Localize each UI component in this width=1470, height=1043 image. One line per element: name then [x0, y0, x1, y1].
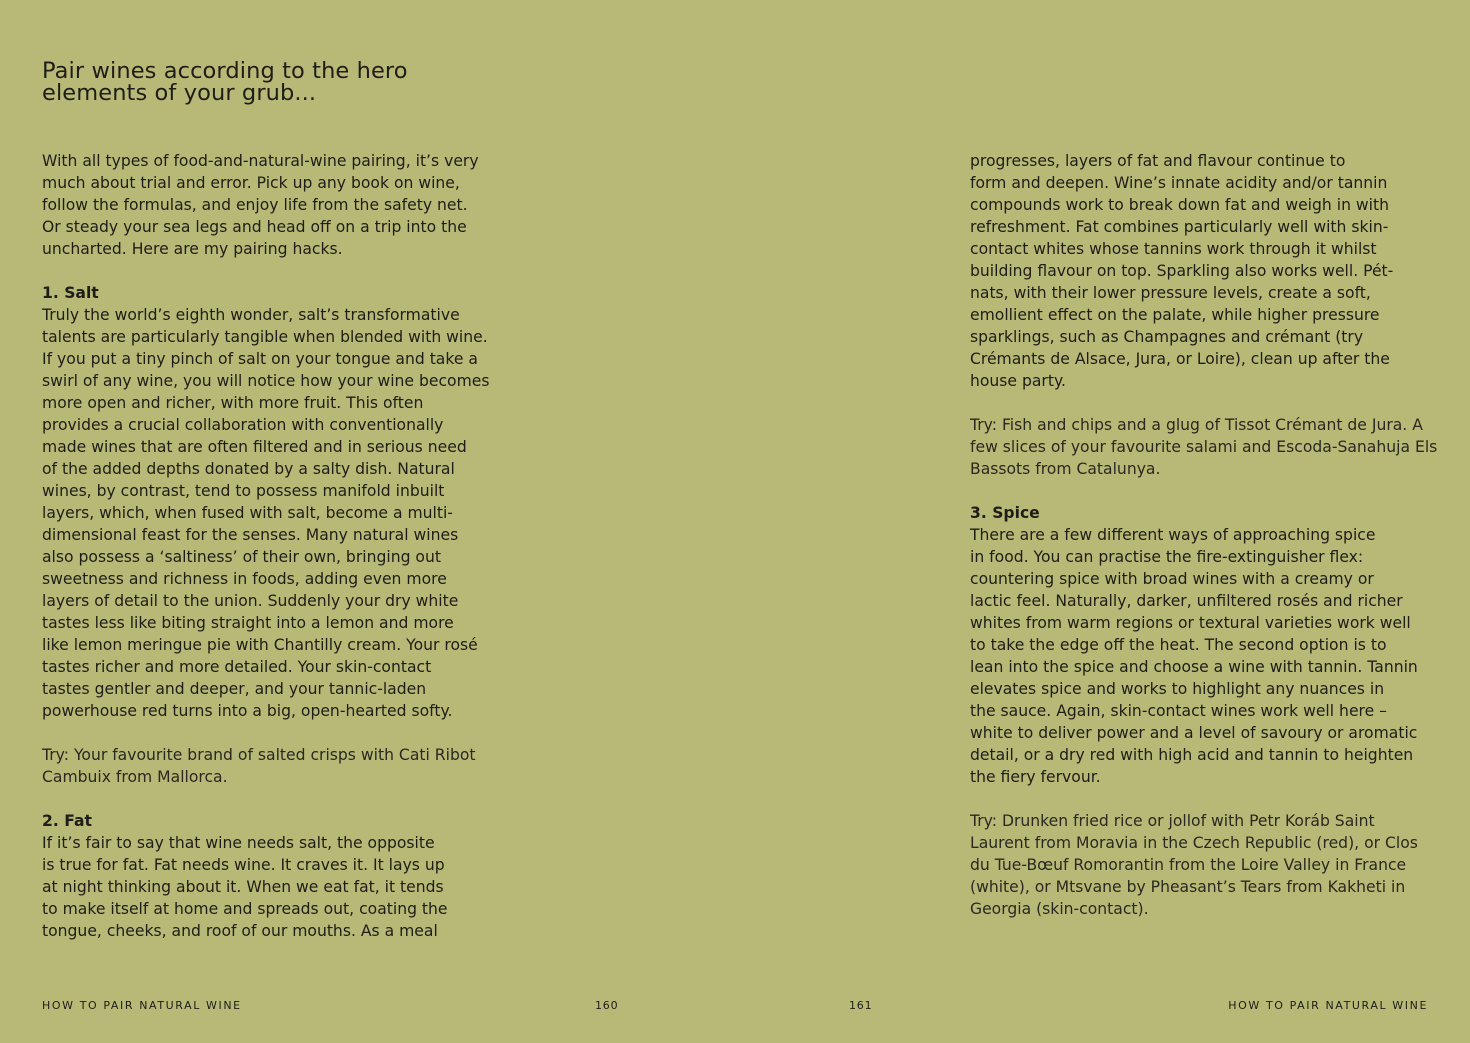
text-line: white to deliver power and a level of savoury or aromatic — [970, 724, 1418, 742]
text-line: With all types of food-and-natural-wine pairing, it’s very — [42, 152, 479, 170]
page-heading — [42, 56, 502, 106]
fat-pairing-suggestion — [970, 414, 1440, 480]
right-text-column — [970, 150, 1440, 942]
text-line: detail, or a dry red with high acid and tannin to heighten — [970, 746, 1414, 764]
text-line: Truly the world’s eighth wonder, salt’s transformative — [42, 306, 460, 324]
text-line: tastes richer and more detailed. Your skin-contact — [42, 658, 432, 676]
text-line: tastes gentler and deeper, and your tannic-laden — [42, 680, 427, 698]
text-line: Try: Fish and chips and a glug of Tissot Crémant de Jura. A — [970, 416, 1423, 434]
text-line: contact whites whose tannins work through it whilst — [970, 240, 1377, 258]
text-line: follow the formulas, and enjoy life from the safety net. — [42, 196, 468, 214]
text-line: If it’s fair to say that wine needs salt, the opposite — [42, 834, 435, 852]
text-line: Or steady your sea legs and head off on a trip into the — [42, 218, 467, 236]
heading-line: Pair wines according to the hero — [42, 58, 408, 84]
salt-section-title: 1. Salt — [42, 284, 99, 302]
text-line: powerhouse red turns into a big, open-hearted softy. — [42, 702, 453, 720]
text-line: building flavour on top. Sparkling also works well. Pét- — [970, 262, 1394, 280]
text-line: Try: Your favourite brand of salted crisps with Cati Ribot — [42, 746, 476, 764]
running-footer-title: HOW TO PAIR NATURAL WINE — [42, 999, 242, 1012]
text-line: wines, by contrast, tend to possess manifold inbuilt — [42, 482, 445, 500]
text-line: tongue, cheeks, and roof of our mouths. As a meal — [42, 922, 438, 940]
text-line: Crémants de Alsace, Jura, or Loire), clean up after the — [970, 350, 1390, 368]
text-line: If you put a tiny pinch of salt on your tongue and take a — [42, 350, 478, 368]
text-line: much about trial and error. Pick up any book on wine, — [42, 174, 460, 192]
fat-continued-paragraph — [970, 150, 1440, 392]
fat-section — [42, 810, 512, 942]
text-line: also possess a ‘saltiness’ of their own, bringing out — [42, 548, 441, 566]
text-line: compounds work to break down fat and weigh in with — [970, 196, 1390, 214]
text-line: few slices of your favourite salami and Escoda-Sanahuja Els — [970, 438, 1438, 456]
text-line: talents are particularly tangible when blended with wine. — [42, 328, 488, 346]
running-footer-title: HOW TO PAIR NATURAL WINE — [1228, 999, 1428, 1012]
text-line: du Tue-Bœuf Romorantin from the Loire Valley in France — [970, 856, 1407, 874]
text-line: lactic feel. Naturally, darker, unfiltered rosés and richer — [970, 592, 1403, 610]
text-line: tastes less like biting straight into a lemon and more — [42, 614, 454, 632]
fat-section-title: 2. Fat — [42, 812, 92, 830]
text-line: uncharted. Here are my pairing hacks. — [42, 240, 343, 258]
left-text-column — [42, 150, 512, 964]
text-line: (white), or Mtsvane by Pheasant’s Tears from Kakheti in — [970, 878, 1406, 896]
salt-section — [42, 282, 512, 722]
text-line: whites from warm regions or textural varieties work well — [970, 614, 1411, 632]
text-line: layers of detail to the union. Suddenly your dry white — [42, 592, 459, 610]
text-line: countering spice with broad wines with a creamy or — [970, 570, 1374, 588]
text-line: to make itself at home and spreads out, coating the — [42, 900, 448, 918]
right-page — [735, 0, 1470, 1043]
text-line: house party. — [970, 372, 1066, 390]
text-line: dimensional feast for the senses. Many natural wines — [42, 526, 459, 544]
text-line: in food. You can practise the fire-extinguisher flex: — [970, 548, 1364, 566]
text-line: progresses, layers of fat and flavour continue to — [970, 152, 1346, 170]
text-line: Laurent from Moravia in the Czech Republic (red), or Clos — [970, 834, 1418, 852]
text-line: the sauce. Again, skin-contact wines work well here – — [970, 702, 1387, 720]
text-line: Cambuix from Mallorca. — [42, 768, 228, 786]
text-line: form and deepen. Wine’s innate acidity and/or tannin — [970, 174, 1388, 192]
text-line: nats, with their lower pressure levels, create a soft, — [970, 284, 1371, 302]
text-line: like lemon meringue pie with Chantilly cream. Your rosé — [42, 636, 478, 654]
text-line: Georgia (skin-contact). — [970, 900, 1149, 918]
spice-pairing-suggestion — [970, 810, 1440, 920]
text-line: at night thinking about it. When we eat fat, it tends — [42, 878, 444, 896]
text-line: sweetness and richness in foods, adding even more — [42, 570, 447, 588]
text-line: Try: Drunken fried rice or jollof with Petr Koráb Saint — [970, 812, 1375, 830]
page-number: 161 — [849, 999, 873, 1012]
text-line: sparklings, such as Champagnes and crémant (try — [970, 328, 1364, 346]
text-line: There are a few different ways of approaching spice — [970, 526, 1376, 544]
text-line: lean into the spice and choose a wine with tannin. Tannin — [970, 658, 1418, 676]
text-line: more open and richer, with more fruit. This often — [42, 394, 424, 412]
text-line: Bassots from Catalunya. — [970, 460, 1161, 478]
spice-section-title: 3. Spice — [970, 504, 1040, 522]
text-line: provides a crucial collaboration with conventionally — [42, 416, 444, 434]
text-line: made wines that are often filtered and in serious need — [42, 438, 467, 456]
text-line: to take the edge off the heat. The second option is to — [970, 636, 1387, 654]
text-line: emollient effect on the palate, while higher pressure — [970, 306, 1380, 324]
text-line: swirl of any wine, you will notice how your wine becomes — [42, 372, 490, 390]
text-line: the fiery fervour. — [970, 768, 1101, 786]
text-line: layers, which, when fused with salt, become a multi- — [42, 504, 453, 522]
text-line: elevates spice and works to highlight any nuances in — [970, 680, 1385, 698]
salt-pairing-suggestion — [42, 744, 512, 788]
text-line: of the added depths donated by a salty dish. Natural — [42, 460, 455, 478]
heading-line: elements of your grub... — [42, 80, 317, 106]
page-number: 160 — [595, 999, 619, 1012]
intro-paragraph — [42, 150, 512, 260]
text-line: refreshment. Fat combines particularly well with skin- — [970, 218, 1389, 236]
text-line: is true for fat. Fat needs wine. It craves it. It lays up — [42, 856, 445, 874]
spice-section — [970, 502, 1440, 788]
